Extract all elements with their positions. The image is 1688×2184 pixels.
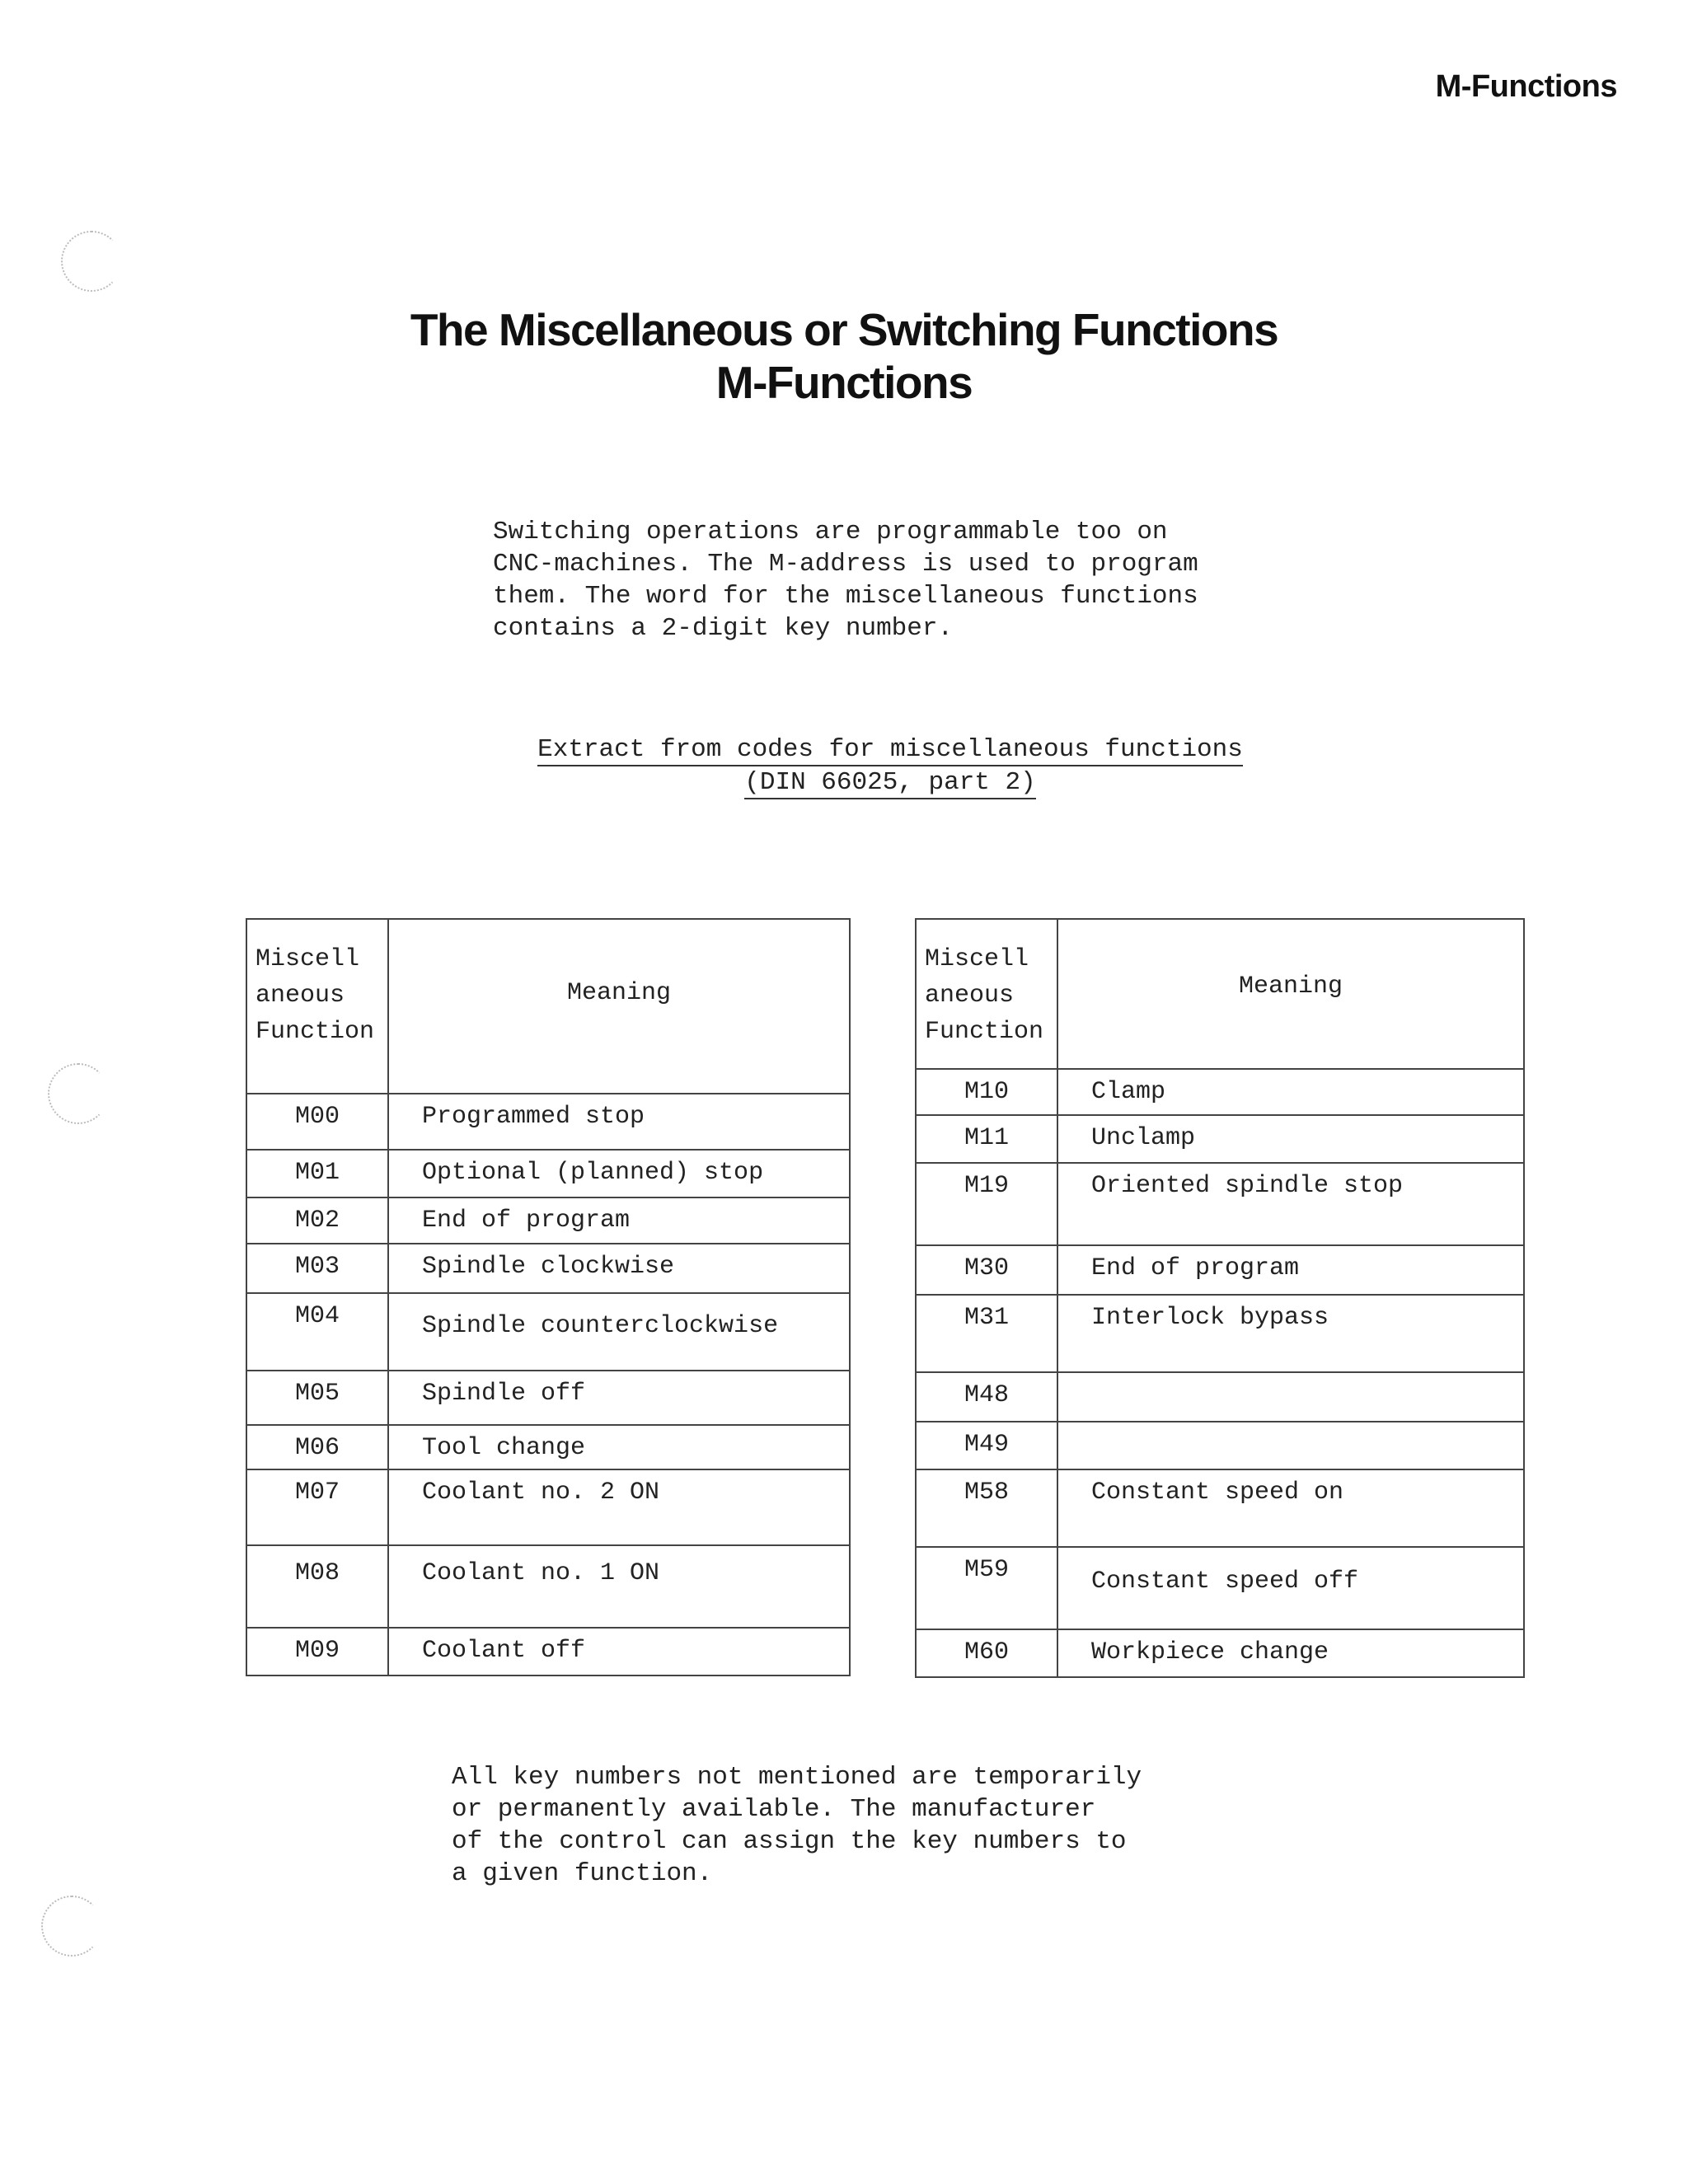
table-row [916, 1372, 1524, 1422]
code-cell: M04 [246, 1293, 388, 1371]
meaning-cell: Unclamp [1057, 1115, 1524, 1163]
title-line-1: The Miscellaneous or Switching Functions [410, 304, 1278, 355]
table-row [246, 1094, 850, 1150]
meaning-cell: Spindle counterclockwise [388, 1293, 850, 1371]
header-code-line: aneous [925, 982, 1015, 1010]
code-cell: M05 [246, 1371, 388, 1425]
header-code-line: Function [256, 1018, 375, 1046]
title-line-2: M-Functions [715, 357, 973, 408]
table-header-row [916, 919, 1524, 1069]
table-row [246, 1469, 850, 1545]
code-cell: M58 [916, 1469, 1057, 1547]
meaning-cell: Constant speed off [1057, 1547, 1524, 1629]
meaning-cell: Oriented spindle stop [1057, 1163, 1524, 1245]
code-cell: M01 [246, 1150, 388, 1197]
intro-paragraph: Switching operations are programmable too on CNC-machines. The M-address is used to program them. The word for the miscellaneous functions contains a 2-digit key number. [493, 518, 1198, 643]
table-row [916, 1069, 1524, 1115]
table-row [916, 1629, 1524, 1677]
meaning-cell: Optional (planned) stop [388, 1150, 850, 1197]
meaning-cell: End of program [388, 1197, 850, 1244]
table-row [916, 1547, 1524, 1629]
page-title [0, 303, 1688, 409]
header-code-line: Function [925, 1018, 1044, 1046]
meaning-cell [1057, 1422, 1524, 1469]
code-cell: M09 [246, 1628, 388, 1675]
header-code-line: Miscell [256, 945, 360, 973]
code-cell: M30 [916, 1245, 1057, 1295]
table-row [246, 1244, 850, 1293]
code-cell: M03 [246, 1244, 388, 1293]
header-code-line: aneous [256, 982, 345, 1010]
running-head: M-Functions [1435, 69, 1617, 104]
table-row [246, 1293, 850, 1371]
punch-hole-mark [61, 231, 122, 292]
table-header-row [246, 919, 850, 1094]
code-cell: M19 [916, 1163, 1057, 1245]
meaning-cell: Tool change [388, 1425, 850, 1469]
table-row [246, 1628, 850, 1675]
meaning-cell: Programmed stop [388, 1094, 850, 1150]
meaning-cell: Clamp [1057, 1069, 1524, 1115]
code-cell: M60 [916, 1629, 1057, 1677]
meaning-cell: Spindle off [388, 1371, 850, 1425]
code-cell: M00 [246, 1094, 388, 1150]
header-code-line: Miscell [925, 945, 1029, 973]
footer-note: All key numbers not mentioned are temporarily or permanently available. The manufacturer of the control can assign the key numbers to a given function. [452, 1763, 1142, 1888]
table-row [246, 1197, 850, 1244]
meaning-cell: Spindle clockwise [388, 1244, 850, 1293]
code-cell: M59 [916, 1547, 1057, 1629]
table-row [916, 1245, 1524, 1295]
m-function-table-right [915, 918, 1525, 1678]
table-row [246, 1371, 850, 1425]
code-cell: M08 [246, 1545, 388, 1628]
code-cell: M48 [916, 1372, 1057, 1422]
meaning-cell: End of program [1057, 1245, 1524, 1295]
meaning-cell: Constant speed on [1057, 1469, 1524, 1547]
table-row [916, 1469, 1524, 1547]
code-cell: M02 [246, 1197, 388, 1244]
table-row [246, 1545, 850, 1628]
m-function-table-left [246, 918, 851, 1676]
meaning-cell: Coolant no. 2 ON [388, 1469, 850, 1545]
meaning-cell: Coolant off [388, 1628, 850, 1675]
table-row [916, 1115, 1524, 1163]
code-cell: M06 [246, 1425, 388, 1469]
meaning-cell: Workpiece change [1057, 1629, 1524, 1677]
code-cell: M11 [916, 1115, 1057, 1163]
table-row [916, 1163, 1524, 1245]
code-cell: M10 [916, 1069, 1057, 1115]
header-meaning-cell: Meaning [388, 919, 850, 1094]
code-cell: M31 [916, 1295, 1057, 1372]
punch-hole-mark [48, 1063, 109, 1124]
table-row [916, 1422, 1524, 1469]
meaning-cell: Interlock bypass [1057, 1295, 1524, 1372]
header-meaning-cell: Meaning [1057, 919, 1524, 1069]
meaning-cell [1057, 1372, 1524, 1422]
punch-hole-mark [41, 1896, 102, 1957]
table-row [246, 1150, 850, 1197]
header-code-cell [916, 919, 1057, 1069]
extract-caption-line-2: (DIN 66025, part 2) [744, 768, 1035, 799]
code-cell: M07 [246, 1469, 388, 1545]
header-code-cell [246, 919, 388, 1094]
table-row [916, 1295, 1524, 1372]
table-row [246, 1425, 850, 1469]
meaning-cell: Coolant no. 1 ON [388, 1545, 850, 1628]
extract-caption [0, 733, 1688, 799]
code-cell: M49 [916, 1422, 1057, 1469]
extract-caption-line-1: Extract from codes for miscellaneous functions [537, 735, 1243, 766]
